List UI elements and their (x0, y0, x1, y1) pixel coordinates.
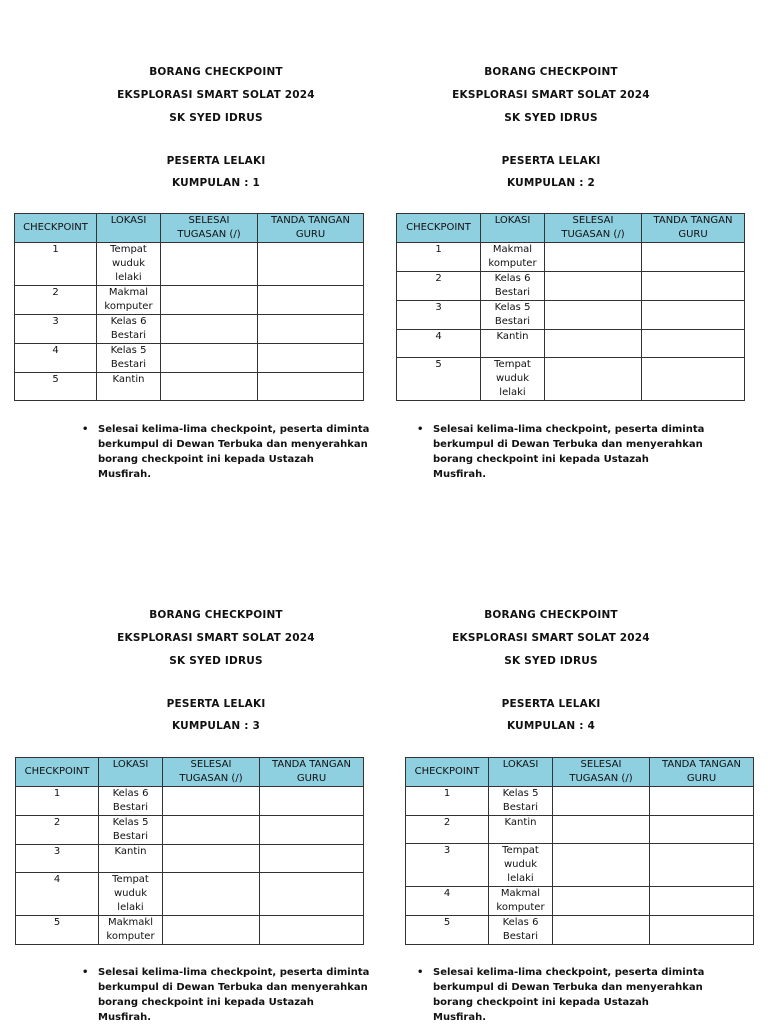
row-number: 1 (16, 787, 99, 816)
row-location: Kelas 5 Bestari (489, 787, 553, 816)
signature-cell[interactable] (260, 916, 364, 945)
instruction-text: Selesai kelima-lima checkpoint, peserta diminta berkumpul di Dewan Terbuka dan menyerahkan borang checkpoint ini kepada Ustazah Musfirah. (433, 424, 705, 480)
row-number: 4 (15, 344, 97, 373)
row-location: Kantin (97, 373, 161, 401)
row-location: Kelas 5 Bestari (481, 301, 545, 330)
signature-cell[interactable] (642, 358, 745, 401)
row-location: Makmal komputer (489, 887, 553, 916)
table-row (406, 787, 754, 816)
completion-cell[interactable] (553, 816, 650, 844)
table-row (15, 243, 364, 286)
checkpoint-form-4 (405, 609, 755, 1023)
header-tanda: TANDA TANGAN GURU (258, 214, 364, 243)
row-number: 1 (397, 243, 481, 272)
header-checkpoint: CHECKPOINT (406, 758, 489, 787)
form-school-name: SK SYED IDRUS (169, 112, 263, 124)
row-location: Tempat wuduk lelaki (97, 243, 161, 286)
instruction-note (82, 965, 370, 1025)
table-row (15, 373, 364, 401)
row-location: Kelas 6 Bestari (97, 315, 161, 344)
completion-cell[interactable] (553, 787, 650, 816)
completion-cell[interactable] (545, 272, 642, 301)
checkpoint-table (14, 213, 364, 401)
form-participant-group: PESERTA LELAKI (501, 155, 601, 167)
table-row (16, 873, 364, 916)
checkpoint-form-2 (396, 66, 746, 480)
completion-cell[interactable] (163, 845, 260, 873)
table-header-row (397, 214, 745, 243)
signature-cell[interactable] (260, 816, 364, 845)
signature-cell[interactable] (258, 373, 364, 401)
form-event-title: EKSPLORASI SMART SOLAT 2024 (117, 89, 315, 101)
completion-cell[interactable] (553, 844, 650, 887)
completion-cell[interactable] (161, 373, 258, 401)
completion-cell[interactable] (163, 787, 260, 816)
row-location: Kelas 5 Bestari (97, 344, 161, 373)
completion-cell[interactable] (553, 916, 650, 945)
signature-cell[interactable] (260, 787, 364, 816)
row-number: 2 (15, 286, 97, 315)
row-location: Makmal komputer (481, 243, 545, 272)
table-row (397, 243, 745, 272)
completion-cell[interactable] (163, 873, 260, 916)
row-number: 2 (397, 272, 481, 301)
table-row (406, 916, 754, 945)
checkpoint-form-3 (15, 609, 370, 1023)
form-title: BORANG CHECKPOINT (149, 66, 283, 78)
row-number: 5 (16, 916, 99, 945)
signature-cell[interactable] (650, 816, 754, 844)
row-number: 5 (15, 373, 97, 401)
header-selesai: SELESAI TUGASAN (/) (545, 214, 642, 243)
instruction-text: Selesai kelima-lima checkpoint, peserta diminta berkumpul di Dewan Terbuka dan menyerahkan borang checkpoint ini kepada Ustazah Musfirah. (433, 967, 705, 1023)
header-tanda: TANDA TANGAN GURU (642, 214, 745, 243)
table-row (406, 887, 754, 916)
header-checkpoint: CHECKPOINT (15, 214, 97, 243)
row-location: Kantin (481, 330, 545, 358)
table-row (15, 344, 364, 373)
completion-cell[interactable] (161, 315, 258, 344)
checkpoint-form-1 (14, 66, 370, 480)
checkpoint-table (405, 757, 754, 945)
completion-cell[interactable] (545, 358, 642, 401)
header-lokasi: LOKASI (99, 758, 163, 787)
table-header-row (16, 758, 364, 787)
table-row (16, 787, 364, 816)
signature-cell[interactable] (260, 873, 364, 916)
form-group-number: KUMPULAN : 2 (507, 177, 595, 189)
signature-cell[interactable] (642, 301, 745, 330)
table-row (16, 845, 364, 873)
instruction-text: Selesai kelima-lima checkpoint, peserta diminta berkumpul di Dewan Terbuka dan menyerahkan borang checkpoint ini kepada Ustazah Musfirah. (98, 967, 370, 1023)
instruction-note (417, 422, 705, 482)
table-row (406, 816, 754, 844)
form-participant-group: PESERTA LELAKI (501, 698, 601, 710)
row-number: 3 (16, 845, 99, 873)
row-number: 5 (406, 916, 489, 945)
row-number: 1 (15, 243, 97, 286)
completion-cell[interactable] (545, 301, 642, 330)
bullet-icon: • (417, 967, 424, 978)
header-checkpoint: CHECKPOINT (397, 214, 481, 243)
header-selesai: SELESAI TUGASAN (/) (161, 214, 258, 243)
form-group-number: KUMPULAN : 4 (507, 720, 595, 732)
table-row (16, 816, 364, 845)
row-location: Tempat wuduk lelaki (481, 358, 545, 401)
form-participant-group: PESERTA LELAKI (166, 155, 266, 167)
row-location: Kelas 6 Bestari (481, 272, 545, 301)
form-participant-group: PESERTA LELAKI (166, 698, 266, 710)
table-row (397, 330, 745, 358)
instruction-note (82, 422, 370, 482)
form-school-name: SK SYED IDRUS (169, 655, 263, 667)
signature-cell[interactable] (258, 315, 364, 344)
signature-cell[interactable] (650, 844, 754, 887)
row-location: Makmal komputer (97, 286, 161, 315)
header-lokasi: LOKASI (481, 214, 545, 243)
row-location: Kelas 6 Bestari (99, 787, 163, 816)
completion-cell[interactable] (163, 816, 260, 845)
signature-cell[interactable] (258, 344, 364, 373)
checkpoint-table (15, 757, 364, 945)
row-location: Tempat wuduk lelaki (489, 844, 553, 887)
signature-cell[interactable] (650, 887, 754, 916)
signature-cell[interactable] (642, 272, 745, 301)
signature-cell[interactable] (260, 845, 364, 873)
table-row (15, 286, 364, 315)
completion-cell[interactable] (545, 330, 642, 358)
instruction-note (417, 965, 705, 1025)
completion-cell[interactable] (161, 243, 258, 286)
row-location: Kelas 6 Bestari (489, 916, 553, 945)
header-lokasi: LOKASI (489, 758, 553, 787)
completion-cell[interactable] (163, 916, 260, 945)
row-number: 4 (406, 887, 489, 916)
table-row (397, 301, 745, 330)
completion-cell[interactable] (545, 243, 642, 272)
signature-cell[interactable] (258, 243, 364, 286)
row-location: Tempat wuduk lelaki (99, 873, 163, 916)
header-lokasi: LOKASI (97, 214, 161, 243)
signature-cell[interactable] (642, 330, 745, 358)
completion-cell[interactable] (161, 344, 258, 373)
completion-cell[interactable] (553, 887, 650, 916)
table-row (15, 315, 364, 344)
signature-cell[interactable] (650, 787, 754, 816)
row-number: 3 (397, 301, 481, 330)
row-number: 3 (15, 315, 97, 344)
header-tanda: TANDA TANGAN GURU (260, 758, 364, 787)
form-event-title: EKSPLORASI SMART SOLAT 2024 (452, 632, 650, 644)
row-number: 1 (406, 787, 489, 816)
row-number: 3 (406, 844, 489, 887)
checkpoint-table (396, 213, 745, 401)
table-row (16, 916, 364, 945)
row-location: Kantin (99, 845, 163, 873)
table-header-row (406, 758, 754, 787)
completion-cell[interactable] (161, 286, 258, 315)
signature-cell[interactable] (258, 286, 364, 315)
row-number: 4 (397, 330, 481, 358)
form-title: BORANG CHECKPOINT (484, 609, 618, 621)
header-selesai: SELESAI TUGASAN (/) (163, 758, 260, 787)
row-location: Makmakl komputer (99, 916, 163, 945)
form-event-title: EKSPLORASI SMART SOLAT 2024 (452, 89, 650, 101)
signature-cell[interactable] (642, 243, 745, 272)
row-number: 5 (397, 358, 481, 401)
form-event-title: EKSPLORASI SMART SOLAT 2024 (117, 632, 315, 644)
form-school-name: SK SYED IDRUS (504, 112, 598, 124)
table-row (406, 844, 754, 887)
table-header-row (15, 214, 364, 243)
form-group-number: KUMPULAN : 3 (172, 720, 260, 732)
bullet-icon: • (82, 424, 89, 435)
header-selesai: SELESAI TUGASAN (/) (553, 758, 650, 787)
form-title: BORANG CHECKPOINT (484, 66, 618, 78)
table-row (397, 358, 745, 401)
table-row (397, 272, 745, 301)
row-number: 4 (16, 873, 99, 916)
form-school-name: SK SYED IDRUS (504, 655, 598, 667)
signature-cell[interactable] (650, 916, 754, 945)
bullet-icon: • (417, 424, 424, 435)
row-number: 2 (16, 816, 99, 845)
instruction-text: Selesai kelima-lima checkpoint, peserta diminta berkumpul di Dewan Terbuka dan menyerahkan borang checkpoint ini kepada Ustazah Musfirah. (98, 424, 370, 480)
form-title: BORANG CHECKPOINT (149, 609, 283, 621)
row-number: 2 (406, 816, 489, 844)
row-location: Kelas 5 Bestari (99, 816, 163, 845)
bullet-icon: • (82, 967, 89, 978)
header-checkpoint: CHECKPOINT (16, 758, 99, 787)
row-location: Kantin (489, 816, 553, 844)
form-group-number: KUMPULAN : 1 (172, 177, 260, 189)
header-tanda: TANDA TANGAN GURU (650, 758, 754, 787)
